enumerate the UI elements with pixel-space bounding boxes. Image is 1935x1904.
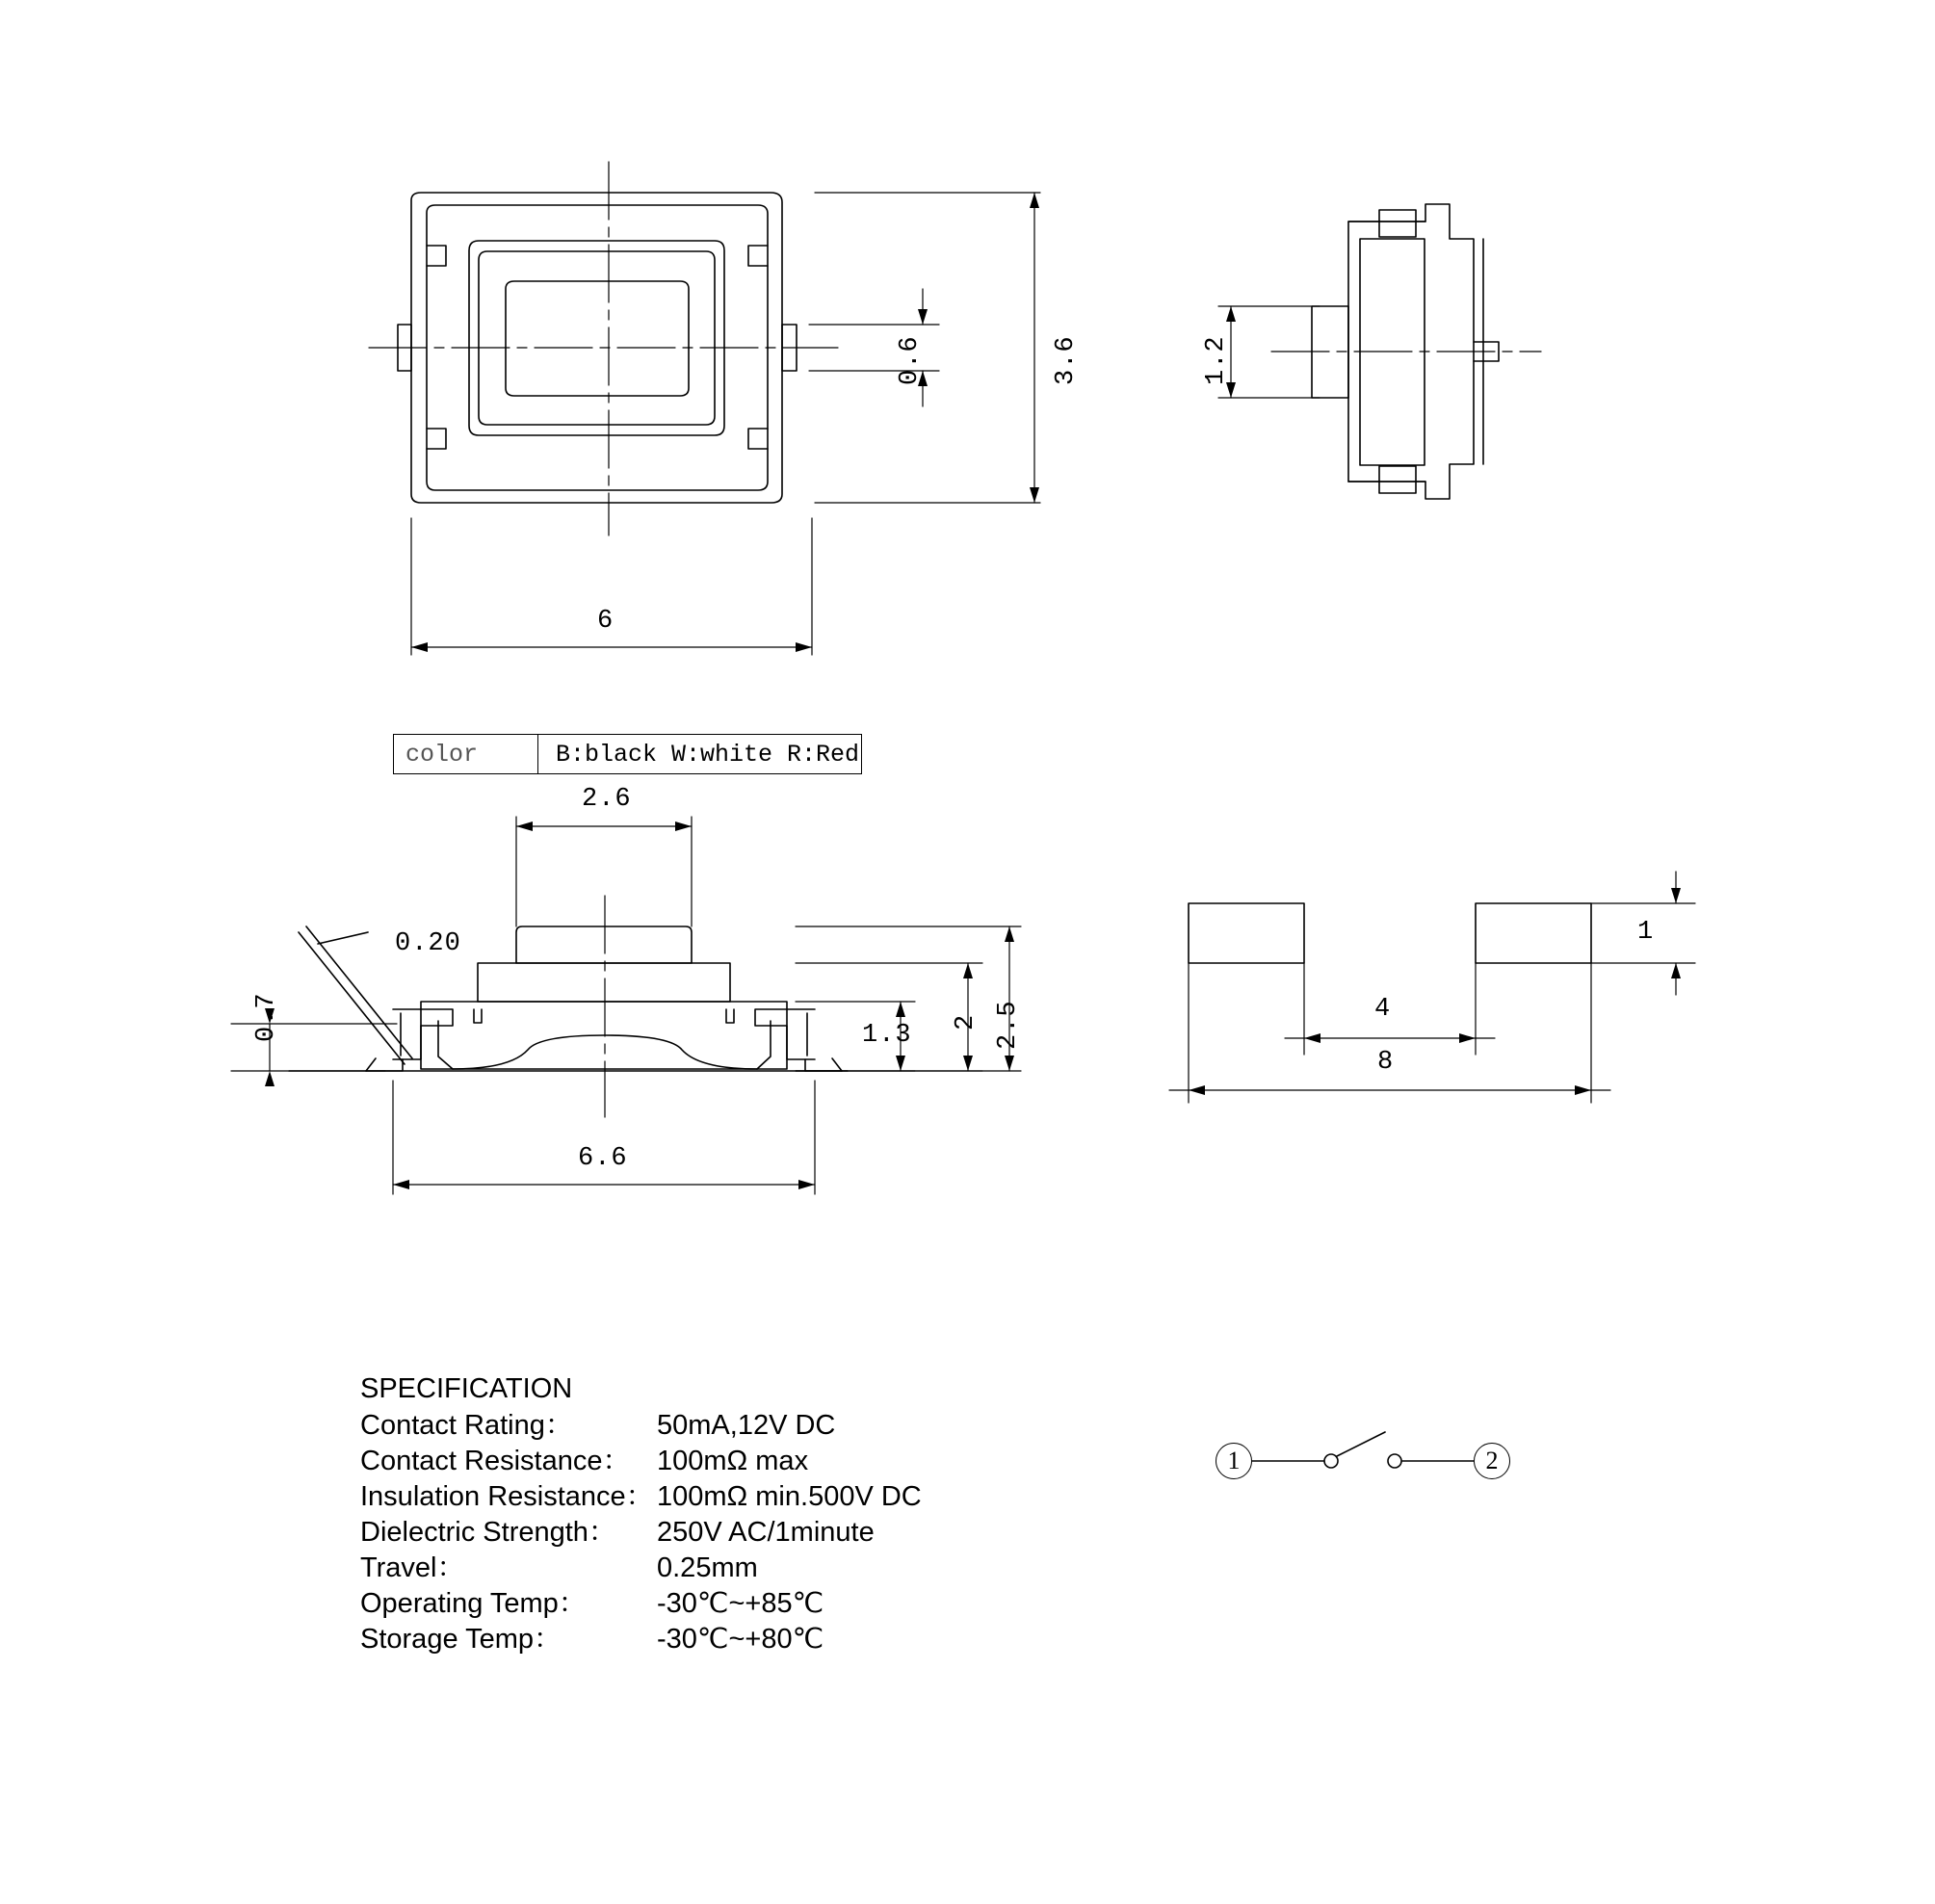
spec-row-contact-resistance — [360, 1444, 922, 1479]
spec-label: Contact Resistance： — [360, 1446, 631, 1476]
dim-text-2-6: 2.6 — [582, 785, 632, 814]
terminal-2-label: 2 — [1474, 1443, 1510, 1479]
pcb-footprint-geometry — [1169, 872, 1695, 1103]
spec-value: -30℃~+85℃ — [657, 1588, 824, 1619]
spec-value: 50mA,12V DC — [657, 1410, 836, 1441]
dim-3-6 — [815, 193, 1040, 503]
dim-text-4: 4 — [1374, 995, 1392, 1024]
dim-text-1-3: 1.3 — [862, 1021, 912, 1050]
spec-value: 250V AC/1minute — [657, 1517, 875, 1548]
spec-row-contact-rating — [360, 1408, 922, 1444]
spec-row-storage-temp — [360, 1622, 922, 1657]
spec-row-insulation-resistance — [360, 1479, 922, 1515]
spec-label: Travel： — [360, 1552, 465, 1583]
dim-text-0-20: 0.20 — [395, 929, 461, 958]
dim-2-6 — [516, 817, 692, 926]
terminal-1-label: 1 — [1216, 1443, 1252, 1479]
top-view-geometry — [369, 162, 838, 535]
spec-row-travel — [360, 1551, 922, 1586]
spec-value: -30℃~+80℃ — [657, 1624, 824, 1655]
dim-text-6-6: 6.6 — [578, 1144, 628, 1173]
spec-row-dielectric-strength — [360, 1515, 922, 1551]
dim-text-6: 6 — [597, 607, 614, 636]
spec-label: Dielectric Strength： — [360, 1517, 616, 1548]
specification-block — [360, 1371, 922, 1657]
spec-value: 100mΩ min.500V DC — [657, 1481, 922, 1512]
dim-text-1-2: 1.2 — [1202, 335, 1231, 385]
spec-label: Insulation Resistance： — [360, 1481, 654, 1512]
spec-value: 0.25mm — [657, 1552, 758, 1583]
color-table — [393, 734, 862, 774]
specification-title: SPECIFICATION — [360, 1373, 573, 1404]
schematic-geometry — [1252, 1432, 1474, 1468]
color-table-label: color — [394, 735, 538, 773]
dim-text-3-6: 3.6 — [1052, 335, 1081, 385]
dim-text-8: 8 — [1377, 1048, 1395, 1077]
dim-text-2: 2 — [952, 1013, 981, 1030]
spec-row-operating-temp — [360, 1586, 922, 1622]
spec-value: 100mΩ max — [657, 1446, 809, 1476]
color-table-value: B:black W:white R:Red — [556, 740, 860, 769]
spec-label: Operating Temp： — [360, 1588, 587, 1619]
dim-text-1: 1 — [1637, 918, 1655, 947]
dim-text-0-6: 0.6 — [896, 335, 925, 385]
spec-label: Contact Rating： — [360, 1410, 573, 1441]
spec-label: Storage Temp： — [360, 1624, 562, 1655]
dim-text-2-5: 2.5 — [994, 1000, 1023, 1050]
front-view-geometry — [289, 896, 848, 1117]
dim-6-6 — [393, 1081, 815, 1194]
dim-text-0-7: 0.7 — [252, 992, 281, 1042]
side-view-geometry — [1271, 204, 1541, 499]
